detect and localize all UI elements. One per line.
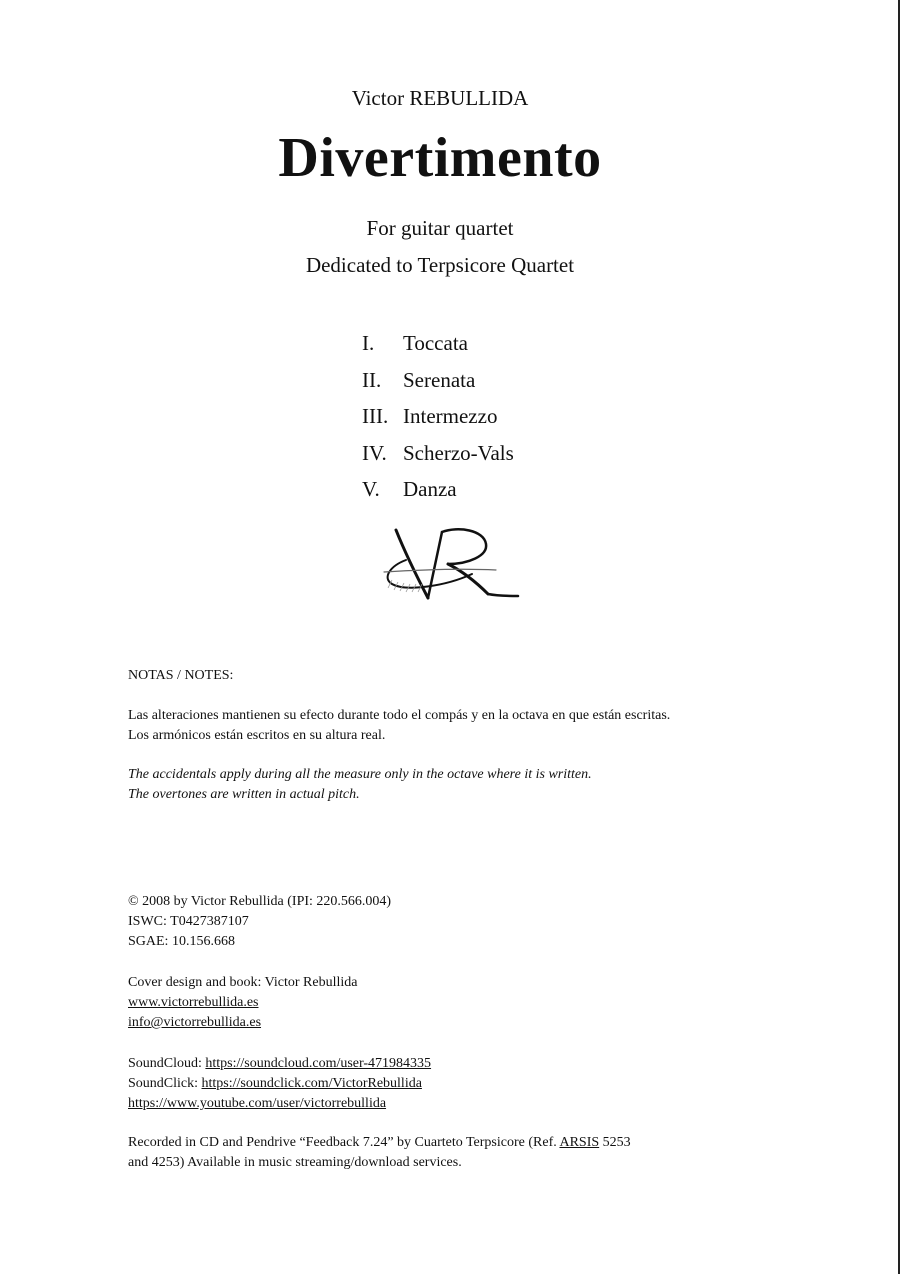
movement-numeral: IV.	[362, 440, 387, 465]
soundclick-link[interactable]: https://soundclick.com/VictorRebullida	[201, 1076, 422, 1091]
iswc-line: ISWC: T0427387107	[128, 914, 249, 929]
sgae-line: SGAE: 10.156.668	[128, 934, 235, 949]
notes-english-line: The overtones are written in actual pitch.	[128, 787, 360, 802]
notes-heading: NOTAS / NOTES:	[128, 668, 234, 683]
rights-block	[128, 892, 391, 952]
movement-item	[362, 474, 514, 511]
arsis-link[interactable]: ARSIS	[559, 1135, 600, 1150]
movement-numeral: I.	[362, 331, 375, 355]
work-title: Divertimento	[278, 127, 602, 189]
movement-name: Serenata	[403, 367, 476, 392]
notes-english	[128, 765, 592, 805]
design-credit: Cover design and book: Victor Rebullida	[128, 975, 358, 990]
recording-text: Recorded in CD and Pendrive “Feedback 7.24” by Cuarteto Terpsicore (Ref.	[128, 1135, 560, 1150]
notes-spanish	[128, 706, 670, 746]
youtube-link[interactable]: https://www.youtube.com/user/victorrebullida	[128, 1096, 387, 1111]
recording-line	[128, 1133, 631, 1153]
audio-links-block	[128, 1054, 431, 1114]
design-block	[128, 973, 357, 1033]
email-link[interactable]: info@victorrebullida.es	[128, 1015, 262, 1030]
website-link[interactable]: www.victorrebullida.es	[128, 995, 259, 1010]
movement-name: Toccata	[403, 331, 468, 355]
movement-list	[362, 328, 514, 511]
movement-numeral: II.	[362, 367, 382, 392]
dedication: Dedicated to Terpsicore Quartet	[305, 253, 575, 277]
soundcloud-link[interactable]: https://soundcloud.com/user-471984335	[205, 1056, 432, 1071]
movement-item	[362, 438, 514, 475]
soundclick-line	[128, 1074, 431, 1094]
movement-item	[362, 365, 514, 402]
movement-name: Danza	[403, 477, 457, 502]
movement-numeral: III.	[362, 404, 389, 429]
copyright-line: © 2008 by Victor Rebullida (IPI: 220.566.004)	[128, 894, 392, 909]
soundcloud-label: SoundCloud:	[128, 1056, 206, 1071]
movement-name: Intermezzo	[403, 404, 498, 429]
notes-spanish-line: Las alteraciones mantienen su efecto durante todo el compás y en la octava en que están escritas.	[128, 708, 671, 723]
soundcloud-line	[128, 1054, 431, 1074]
instrumentation: For guitar quartet	[366, 216, 514, 240]
movement-item	[362, 401, 514, 438]
notes-spanish-line: Los armónicos están escritos en su altura real.	[128, 728, 386, 743]
composer-name: Victor REBULLIDA	[351, 86, 529, 110]
soundclick-label: SoundClick:	[128, 1076, 202, 1091]
movement-numeral: V.	[362, 477, 380, 502]
movement-item	[362, 328, 514, 365]
recording-ref: 5253	[599, 1135, 631, 1150]
movement-name: Scherzo-Vals	[403, 440, 514, 465]
signature-icon	[376, 520, 526, 610]
notes-english-line: The accidentals apply during all the measure only in the octave where it is written.	[128, 767, 592, 782]
recording-info	[128, 1133, 631, 1173]
recording-line-2: and 4253) Available in music streaming/download services.	[128, 1155, 462, 1170]
